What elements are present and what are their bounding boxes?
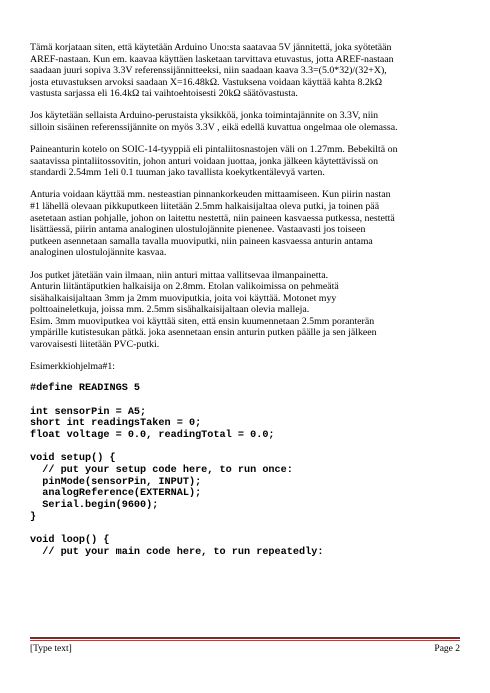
text-line: polttoaineletkuja, joissa mm. 2.5mm sisähalkaisijaltaan olevia malleja. [30, 304, 310, 316]
text-line: Anturin liitäntäputkien halkaisija on 2.8mm. Etolan valikoimissa on pehmeätä [30, 281, 339, 293]
text-line: ympärille kutistesukan pätkä. joka asennetaan ensin anturin putken päälle ja sen jälkeen [30, 327, 377, 339]
text-line: Paineanturin kotelo on SOIC-14-tyyppiä eli pintaliitosnastojen väli on 1.27mm. Bebekiltä on [30, 144, 398, 156]
text-line: standardi 2.54mm 1eli 0.1 tuuman jako tavallista koekytkentälevyä varten. [30, 167, 325, 179]
text-line: silloin sisäinen referenssijännite on myös 3.3V , eikä edellä kuvattua ongelmaa ole olemassa. [30, 122, 398, 134]
paragraph-list [30, 42, 470, 373]
code-line [30, 442, 470, 454]
text-line: asetetaan astian pohjalle, johon on laitettu nestettä, niin paineen kasvaessa putkessa, nestettä [30, 212, 395, 224]
text-line: putkeen asennetaan samalla tavalla muoviputki, niin paineen kasvaessa anturin antama [30, 235, 373, 247]
text-line: sisähalkaisijaltaan 3mm ja 2mm muoviputkia, joita voi käyttää. Motonet myy [30, 292, 337, 304]
text-line: Jos käytetään sellaista Arduino-perustaista yksikköä, jonka toimintajännite on 3.3V, niin [30, 110, 379, 122]
text-line: vastusta sarjassa eli 16.4kΩ tai vaihtoehtoisesti 20kΩ säätövastusta. [30, 88, 298, 100]
page-body [30, 42, 470, 559]
code-line: short int readingsTaken = 0; [30, 418, 202, 430]
text-line: lisättäessä, piirin antama analoginen ulostulojännite pienenee. Vastaavasti jos toiseen [30, 224, 366, 236]
code-line: void setup() { [30, 453, 116, 465]
paragraph [30, 189, 470, 259]
code-line: analogReference(EXTERNAL); [30, 488, 202, 500]
code-line: pinMode(sensorPin, INPUT); [30, 476, 202, 488]
code-line: // put your main code here, to run repeatedly: [30, 546, 324, 558]
text-line: Jos putket jätetään vain ilmaan, niin anturi mittaa vallitsevaa ilmanpainetta. [30, 269, 329, 281]
text-line: Esimerkkiohjelma#1: [30, 361, 116, 373]
text-line: saatavissa pintaliitossovitin, johon anturi voidaan juottaa, jonka jälkeen käytettävissä on [30, 155, 379, 167]
footer-divider [30, 637, 460, 639]
paragraph [30, 270, 470, 351]
text-line: AREF-nastaan. Kun em. kaavaa käyttäen lasketaan tarvittava etuvastus, jotta AREF-nastaan [30, 53, 394, 65]
text-line: saadaan juuri sopiva 3.3V referenssijännitteeksi, niin saadaan kaava 3.3=(5.0*32)/(32+X), [30, 65, 387, 77]
footer-left-text: [Type text] [30, 644, 72, 654]
code-line: #define READINGS 5 [30, 383, 141, 395]
paragraph [30, 110, 470, 133]
code-line [30, 524, 470, 536]
code-line: void loop() { [30, 535, 110, 547]
code-line: float voltage = 0.0, readingTotal = 0.0; [30, 430, 275, 441]
text-line: Anturia voidaan käyttää mm. nesteastian pinnankorkeuden mittaamiseen. Kun piirin nastan [30, 189, 391, 201]
paragraph [30, 42, 470, 100]
text-line: josta etuvastuksen arvoksi saadaan X=16.48kΩ. Vastuksena voidaan käyttää kahta 8.2kΩ [30, 76, 383, 88]
code-line: Serial.begin(9600); [30, 500, 159, 512]
paragraph [30, 361, 470, 373]
code-line [30, 395, 470, 407]
paragraph [30, 144, 470, 179]
code-line: // put your setup code here, to run once: [30, 465, 293, 477]
text-line: #1 lähellä olevaan pikkuputkeen liitetään 2.5mm halkaisijaltaa oleva putki, ja toinen pää [30, 201, 380, 213]
text-line: Esim. 3mm muoviputkea voi käyttää siten, että ensin kuumennetaan 2.5mm poranterän [30, 315, 375, 327]
page-number: Page 2 [434, 644, 460, 654]
code-listing [30, 383, 470, 558]
code-line: } [30, 511, 37, 523]
text-line: varovaisesti liitetään PVC-putki. [30, 339, 160, 351]
footer-divider-secondary [30, 640, 460, 641]
text-line: analoginen ulostulojännite kasvaa. [30, 247, 167, 259]
code-line: int sensorPin = A5; [30, 406, 147, 418]
text-line: Tämä korjataan siten, että käytetään Arduino Uno:sta saatavaa 5V jännitettä, joka syötetään [30, 42, 392, 53]
